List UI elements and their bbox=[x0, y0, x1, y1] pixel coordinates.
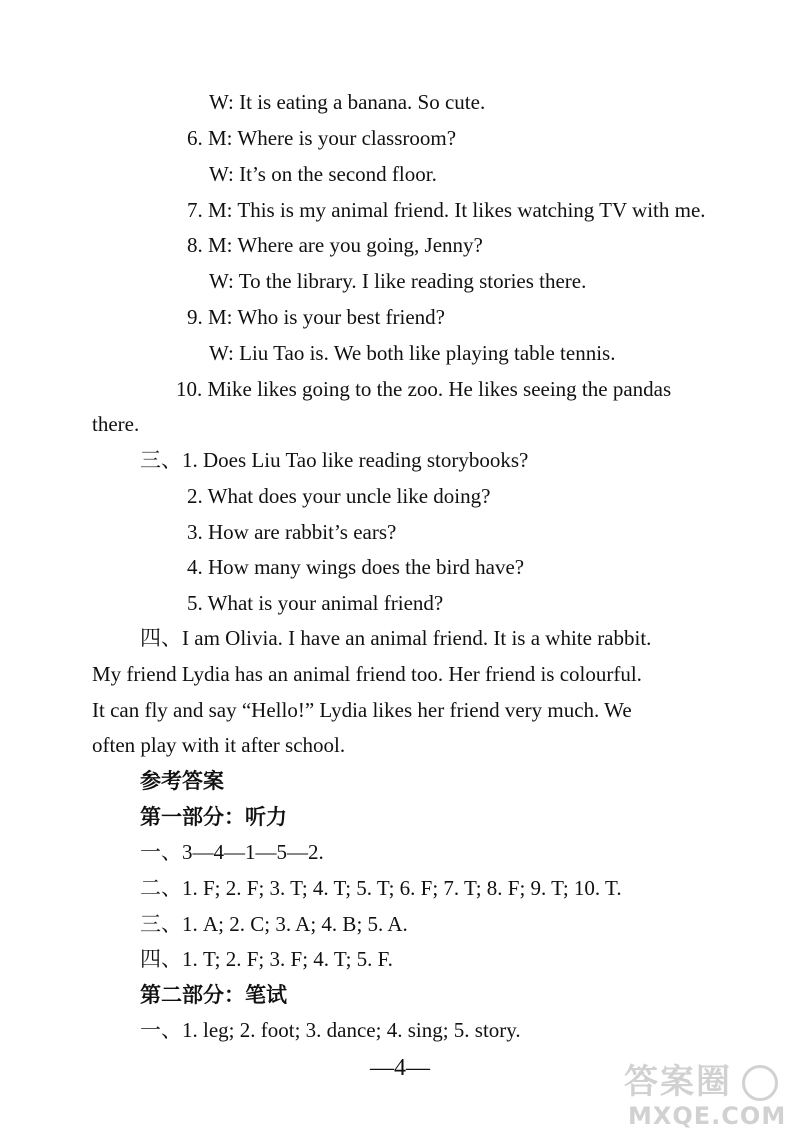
written-answer-line-1: 一、1. leg; 2. foot; 3. dance; 4. sing; 5. story. bbox=[140, 1018, 521, 1042]
watermark-bottom-text: MXQE.COM bbox=[628, 1102, 787, 1130]
answer-line-4: 四、1. T; 2. F; 3. F; 4. T; 5. F. bbox=[140, 947, 393, 971]
section-three-question-3: 3. How are rabbit’s ears? bbox=[187, 520, 397, 544]
script-line-2: 6. M: Where is your classroom? bbox=[187, 126, 457, 150]
script-line-5: 8. M: Where are you going, Jenny? bbox=[187, 233, 483, 257]
answer-line-2: 二、1. F; 2. F; 3. T; 4. T; 5. T; 6. F; 7. T; 8. F; 9. T; 10. T. bbox=[140, 876, 622, 900]
part-two-heading: 第二部分：笔试 bbox=[140, 983, 287, 1007]
section-four-line-4: often play with it after school. bbox=[92, 733, 346, 757]
script-line-7: 9. M: Who is your best friend? bbox=[187, 305, 445, 329]
script-line-3: W: It’s on the second floor. bbox=[209, 162, 437, 186]
section-three-question-5: 5. What is your animal friend? bbox=[187, 591, 444, 615]
page-number: —4— bbox=[370, 1055, 430, 1081]
answer-line-3: 三、1. A; 2. C; 3. A; 4. B; 5. A. bbox=[140, 912, 408, 936]
section-four-line-3: It can fly and say “Hello!” Lydia likes her friend very much. We bbox=[92, 698, 632, 722]
section-four-line-2: My friend Lydia has an animal friend too. Her friend is colourful. bbox=[92, 662, 642, 686]
watermark-seal-icon bbox=[742, 1065, 778, 1101]
watermark-logo bbox=[624, 1062, 794, 1130]
watermark-top-text: 答案圈 bbox=[624, 1062, 732, 1102]
answers-heading: 参考答案 bbox=[140, 769, 224, 793]
script-line-9: 10. Mike likes going to the zoo. He likes seeing the pandas bbox=[176, 377, 672, 401]
section-three-question-4: 4. How many wings does the bird have? bbox=[187, 555, 525, 579]
script-line-4: 7. M: This is my animal friend. It likes watching TV with me. bbox=[187, 198, 706, 222]
script-line-8: W: Liu Tao is. We both like playing table tennis. bbox=[209, 341, 616, 365]
part-one-heading: 第一部分：听力 bbox=[140, 805, 287, 829]
script-line-1: W: It is eating a banana. So cute. bbox=[209, 90, 486, 114]
script-line-6: W: To the library. I like reading stories there. bbox=[209, 269, 587, 293]
script-line-10: there. bbox=[92, 412, 140, 436]
section-four-line-1: 四、I am Olivia. I have an animal friend. It is a white rabbit. bbox=[140, 626, 652, 650]
section-three-question-2: 2. What does your uncle like doing? bbox=[187, 484, 491, 508]
answer-line-1: 一、3—4—1—5—2. bbox=[140, 840, 324, 864]
section-three-question-1: 三、1. Does Liu Tao like reading storybooks? bbox=[140, 448, 529, 472]
